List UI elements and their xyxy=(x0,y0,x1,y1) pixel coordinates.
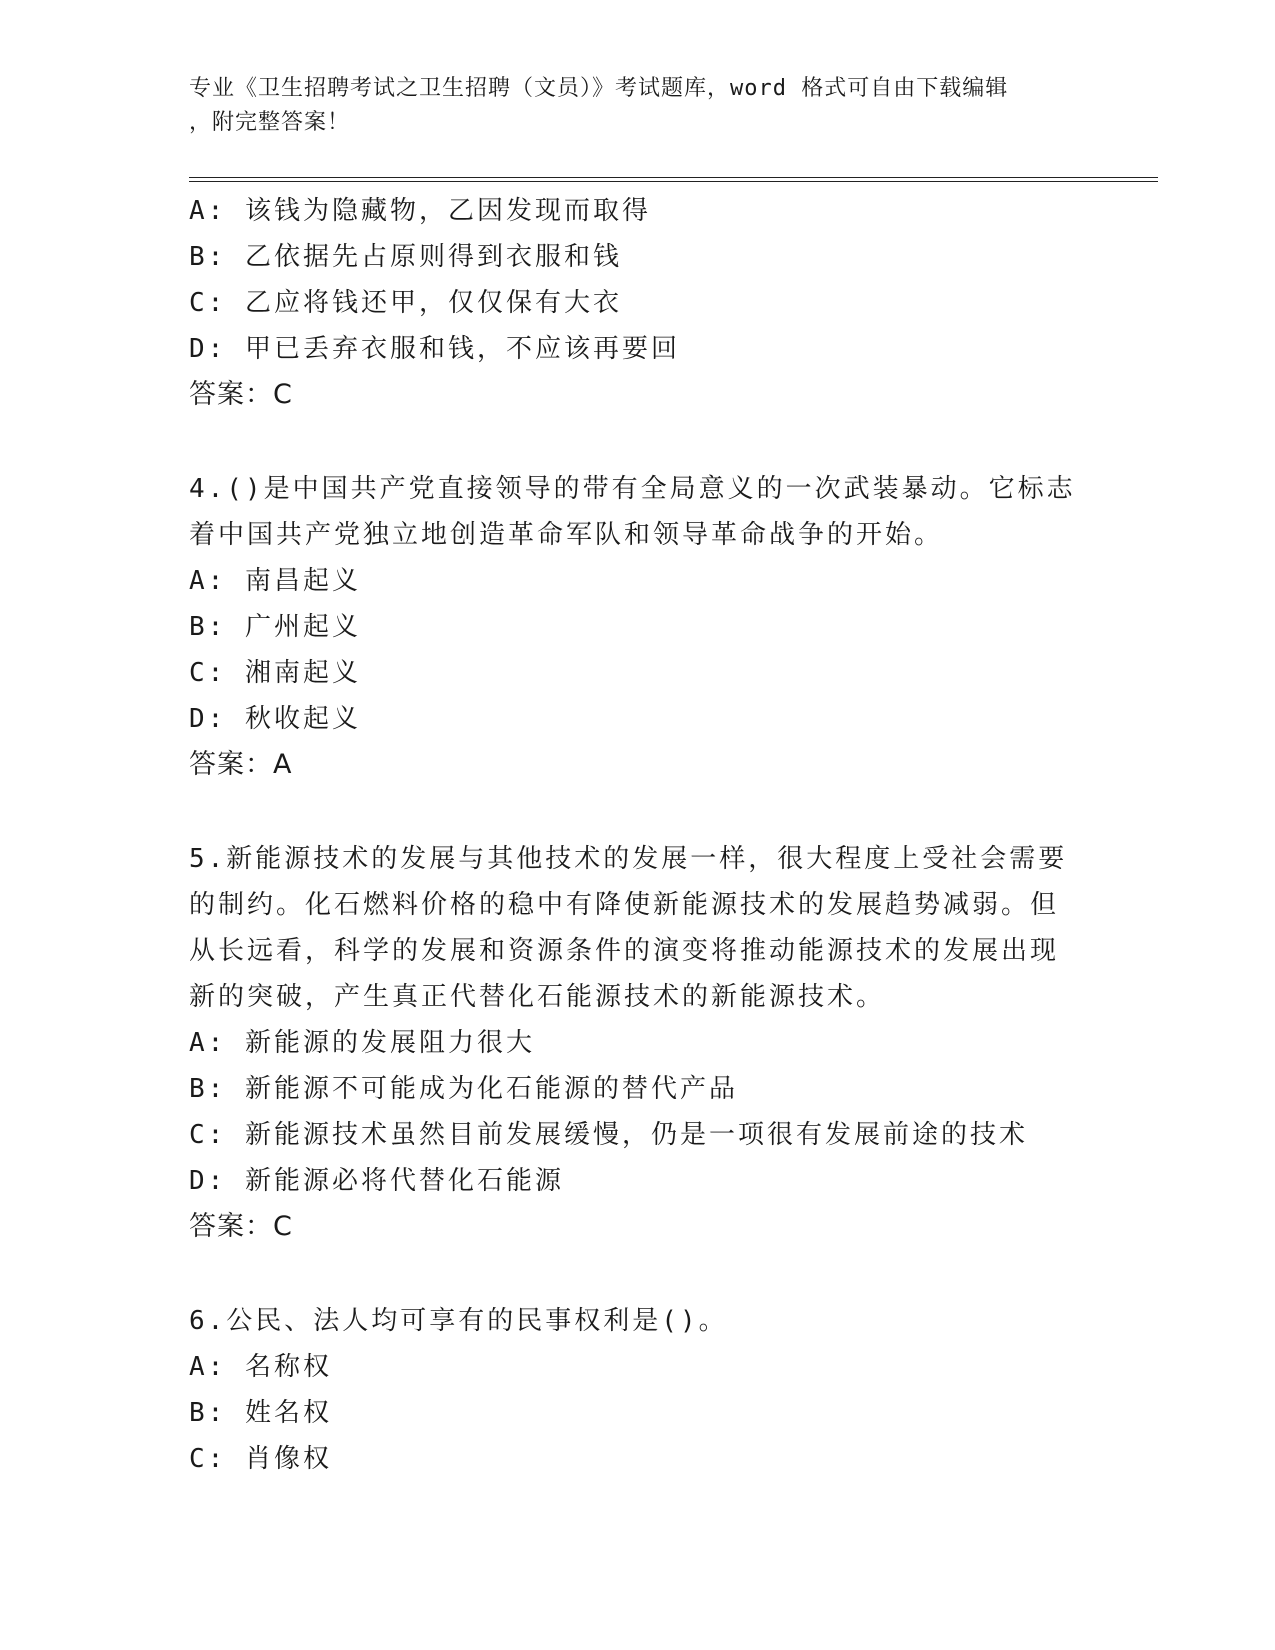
question-text-line: 5.新能源技术的发展与其他技术的发展一样，很大程度上受社会需要 xyxy=(189,844,1068,874)
question-5 xyxy=(189,836,1089,1250)
question-text-line: 4.()是中国共产党直接领导的带有全局意义的一次武装暴动。它标志 xyxy=(189,474,1076,504)
question-3 xyxy=(189,188,1089,418)
header-line-1: 专业《卫生招聘考试之卫生招聘（文员）》考试题库，word 格式可自由下载编辑 xyxy=(189,76,1009,101)
answer: 答案：A xyxy=(189,749,293,780)
answer: 答案：C xyxy=(189,379,293,410)
option-b: B: 新能源不可能成为化石能源的替代产品 xyxy=(189,1074,738,1104)
question-text-line: 从长远看，科学的发展和资源条件的演变将推动能源技术的发展出现 xyxy=(189,936,1060,966)
question-4 xyxy=(189,466,1089,788)
question-text-line: 着中国共产党独立地创造革命军队和领导革命战争的开始。 xyxy=(189,520,944,550)
option-a: A: 南昌起义 xyxy=(189,566,361,596)
option-a: A: 该钱为隐藏物，乙因发现而取得 xyxy=(189,196,651,226)
option-c: C: 湘南起义 xyxy=(189,658,361,688)
question-list xyxy=(189,188,1089,1482)
option-c: C: 肖像权 xyxy=(189,1444,332,1474)
question-text-line: 的制约。化石燃料价格的稳中有降使新能源技术的发展趋势减弱。但 xyxy=(189,890,1060,920)
option-b: B: 乙依据先占原则得到衣服和钱 xyxy=(189,242,622,272)
header-line-2: ，附完整答案！ xyxy=(189,110,351,135)
spacer xyxy=(189,418,1089,466)
option-c: C: 新能源技术虽然目前发展缓慢，仍是一项很有发展前途的技术 xyxy=(189,1120,1028,1150)
spacer xyxy=(189,1250,1089,1298)
answer: 答案：C xyxy=(189,1211,293,1242)
option-d: D: 甲已丢弃衣服和钱，不应该再要回 xyxy=(189,334,680,364)
page-header xyxy=(189,72,1089,140)
option-a: A: 名称权 xyxy=(189,1352,332,1382)
option-b: B: 广州起义 xyxy=(189,612,361,642)
question-text-line: 6.公民、法人均可享有的民事权利是()。 xyxy=(189,1306,728,1336)
option-d: D: 秋收起义 xyxy=(189,704,361,734)
option-c: C: 乙应将钱还甲，仅仅保有大衣 xyxy=(189,288,622,318)
option-b: B: 姓名权 xyxy=(189,1398,332,1428)
option-d: D: 新能源必将代替化石能源 xyxy=(189,1166,564,1196)
header-divider xyxy=(189,177,1158,182)
spacer xyxy=(189,788,1089,836)
option-a: A: 新能源的发展阻力很大 xyxy=(189,1028,535,1058)
question-6 xyxy=(189,1298,1089,1482)
question-text-line: 新的突破，产生真正代替化石能源技术的新能源技术。 xyxy=(189,982,886,1012)
